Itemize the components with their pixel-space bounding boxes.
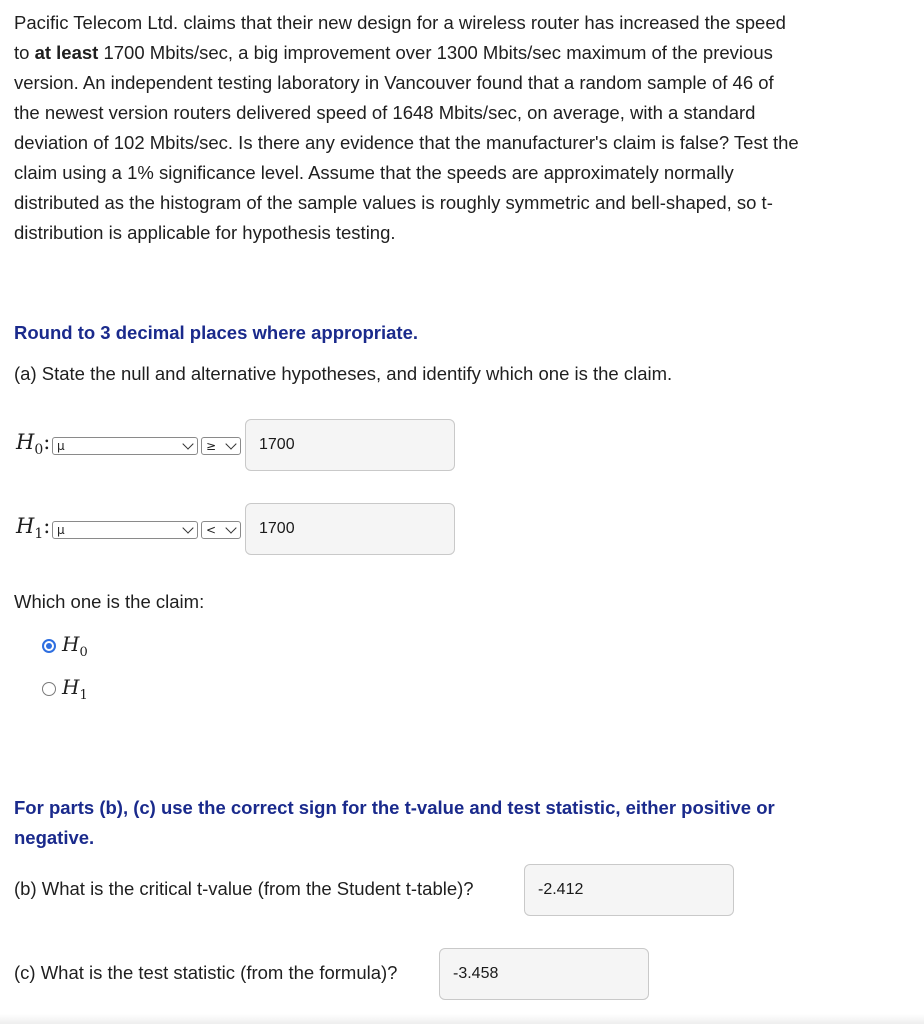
sign-instruction: For parts (b), (c) use the correct sign for the t-value and test statistic, either positive or negative.	[14, 797, 775, 848]
chevron-down-icon	[182, 522, 193, 533]
claim-question: Which one is the claim:	[14, 591, 205, 612]
part-c-question: (c) What is the test statistic (from the formula)?	[14, 962, 398, 983]
claim-option-h0-label: $H_0$	[62, 632, 88, 660]
test-statistic-text: -3.458	[453, 965, 499, 982]
h0-value-text: 1700	[259, 436, 295, 453]
problem-text-end: 1700 Mbits/sec, a big improvement over 1300 Mbits/sec maximum of the previous version. An independent testing laboratory in Vancouver found that a random sample of 46 of the newest version routers delivered speed of 1648 Mbits/sec, on average, with a standard deviation of 102 Mbits/sec. Is there any evidence that the manufacturer's claim is false? Test the claim using a 1% significance level. Assume that the speeds are approximately normally distributed as the histogram of the sample values is roughly symmetric and bell-shaped, so t-distribution is applicable for hypothesis testing.	[14, 42, 799, 243]
h1-value-text: 1700	[259, 520, 295, 537]
claim-option-h1[interactable]	[42, 675, 88, 703]
h0-value-input[interactable]	[245, 419, 455, 471]
part-a-question: (a) State the null and alternative hypotheses, and identify which one is the claim.	[14, 363, 673, 384]
round-instruction: Round to 3 decimal places where appropriate.	[14, 322, 419, 343]
h1-parameter-select[interactable]	[52, 521, 198, 539]
h0-parameter-value: μ	[57, 439, 65, 453]
critical-t-value-text: -2.412	[538, 881, 584, 898]
problem-statement	[14, 8, 804, 248]
h1-operator-value: <	[206, 523, 217, 537]
chevron-down-icon	[225, 438, 236, 449]
part-b-question: (b) What is the critical t-value (from the Student t-table)?	[14, 878, 474, 899]
problem-text-start: Pacific Telecom Ltd. claims that their new design for a wireless router has increased the speed to	[14, 12, 786, 63]
claim-option-h0[interactable]	[42, 632, 88, 660]
problem-text-bold: at least	[34, 42, 99, 63]
h0-operator-value: ≥	[206, 439, 217, 453]
test-statistic-input[interactable]	[439, 948, 649, 1000]
h0-operator-select[interactable]	[201, 437, 241, 455]
h0-label: $H_0$:	[16, 430, 51, 459]
radio-button-selected[interactable]	[42, 639, 56, 653]
h1-value-input[interactable]	[245, 503, 455, 555]
h0-parameter-select[interactable]	[52, 437, 198, 455]
radio-button[interactable]	[42, 682, 56, 696]
h1-parameter-value: μ	[57, 523, 65, 537]
critical-t-value-input[interactable]	[524, 864, 734, 916]
h1-label: $H_1$:	[16, 514, 51, 543]
chevron-down-icon	[182, 438, 193, 449]
h1-operator-select[interactable]	[201, 521, 241, 539]
claim-option-h1-label: $H_1$	[62, 675, 88, 703]
bottom-edge-shadow	[0, 1014, 924, 1024]
chevron-down-icon	[225, 522, 236, 533]
